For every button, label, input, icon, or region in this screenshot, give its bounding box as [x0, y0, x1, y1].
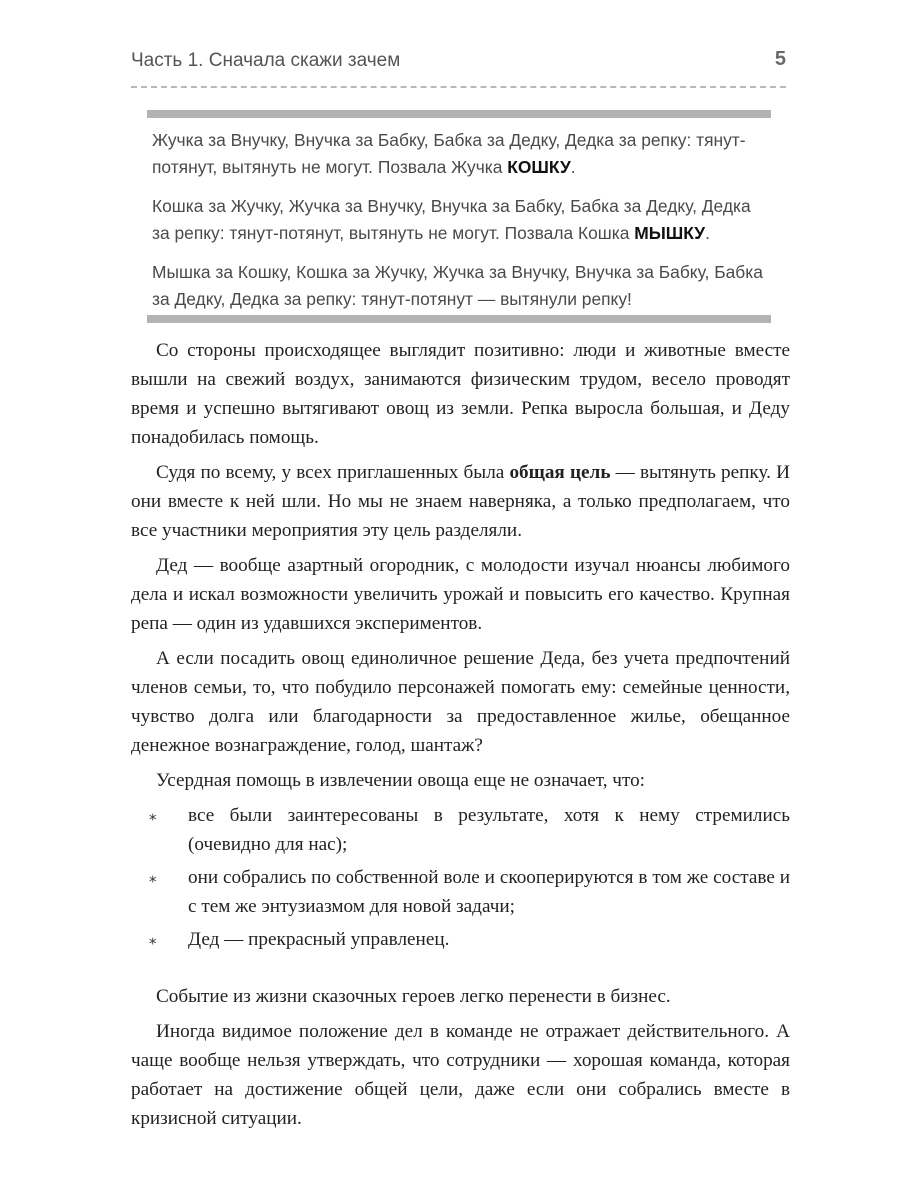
quote-bold-word: КОШКУ	[507, 157, 571, 177]
quote-box-top-bar	[147, 110, 771, 118]
quote-paragraph-2: Кошка за Жучку, Жучка за Внучку, Внучка за Бабку, Бабка за Дедку, Дедка за репку: тянут-потянут, вытянуть не могут. Позвала Кошка МЫШКУ.	[152, 196, 751, 243]
paragraph: Иногда видимое положение дел в команде не отражает действительного. А чаще вообще нельзя утверждать, что сотрудники — хорошая команда, которая работает на достижение общей цели, даже если они собрались вместе в кризисной ситуации.	[131, 1021, 790, 1129]
paragraph: Усердная помощь в извлечении овоща еще не означает, что:	[156, 770, 646, 791]
running-header	[131, 46, 786, 78]
quote-box-bottom-bar	[147, 315, 771, 323]
spacer	[131, 960, 790, 982]
paragraph: Судя по всему, у всех приглашенных была общая цель — вытянуть репку. И они вместе к ней шли. Но мы не знаем наверняка, а только предполагаем, что все участники мероприятия эту цель разделяли.	[131, 462, 790, 541]
quote-paragraph-3: Мышка за Кошку, Кошка за Жучку, Жучка за Внучку, Внучка за Бабку, Бабка за Дедку, Дедка за репку: тянут-потянут — вытянули репку!	[152, 262, 763, 309]
paragraph: Со стороны происходящее выглядит позитивно: люди и животные вместе вышли на свежий воздух, занимаются физическим трудом, весело проводят время и успешно вытягивают овощ из земли. Репка выросла большая, и Деду понадобилась помощь.	[131, 340, 790, 448]
header-divider	[131, 86, 786, 88]
asterisk-bullet-icon: ⁎	[149, 930, 157, 948]
quote-box	[152, 127, 768, 325]
quote-paragraph-1: Жучка за Внучку, Внучка за Бабку, Бабка за Дедку, Дедка за репку: тянут-потянут, вытянуть не могут. Позвала Жучка КОШКУ.	[152, 130, 746, 177]
asterisk-bullet-icon: ⁎	[149, 806, 157, 824]
paragraph: Дед — вообще азартный огородник, с молодости изучал нюансы любимого дела и искал возможности увеличить урожай и повысить его качество. Крупная репа — один из удавшихся экспериментов.	[131, 555, 790, 634]
bullet-list	[131, 801, 790, 954]
page-number: 5	[774, 48, 786, 70]
quote-bold-word: МЫШКУ	[634, 223, 706, 243]
chapter-title: Часть 1. Сначала скажи зачем	[131, 50, 401, 71]
list-item: ⁎ они собрались по собственной воле и скооперируются в том же составе и с тем же энтузиазмом для новой задачи;	[131, 863, 790, 921]
bold-term: общая цель	[509, 462, 611, 483]
asterisk-bullet-icon: ⁎	[149, 868, 157, 886]
list-item: ⁎ все были заинтересованы в результате, хотя к нему стремились (очевидно для нас);	[131, 801, 790, 859]
paragraph: Событие из жизни сказочных героев легко перенести в бизнес.	[156, 986, 671, 1007]
paragraph: А если посадить овощ единоличное решение Деда, без учета предпочтений членов семьи, то, что побудило персонажей помогать ему: семейные ценности, чувство долга или благодарности за предоставленное жилье, обещанное денежное вознаграждение, голод, шантаж?	[131, 648, 790, 756]
list-item: ⁎ Дед — прекрасный управленец.	[131, 925, 790, 954]
main-text	[131, 336, 790, 1139]
